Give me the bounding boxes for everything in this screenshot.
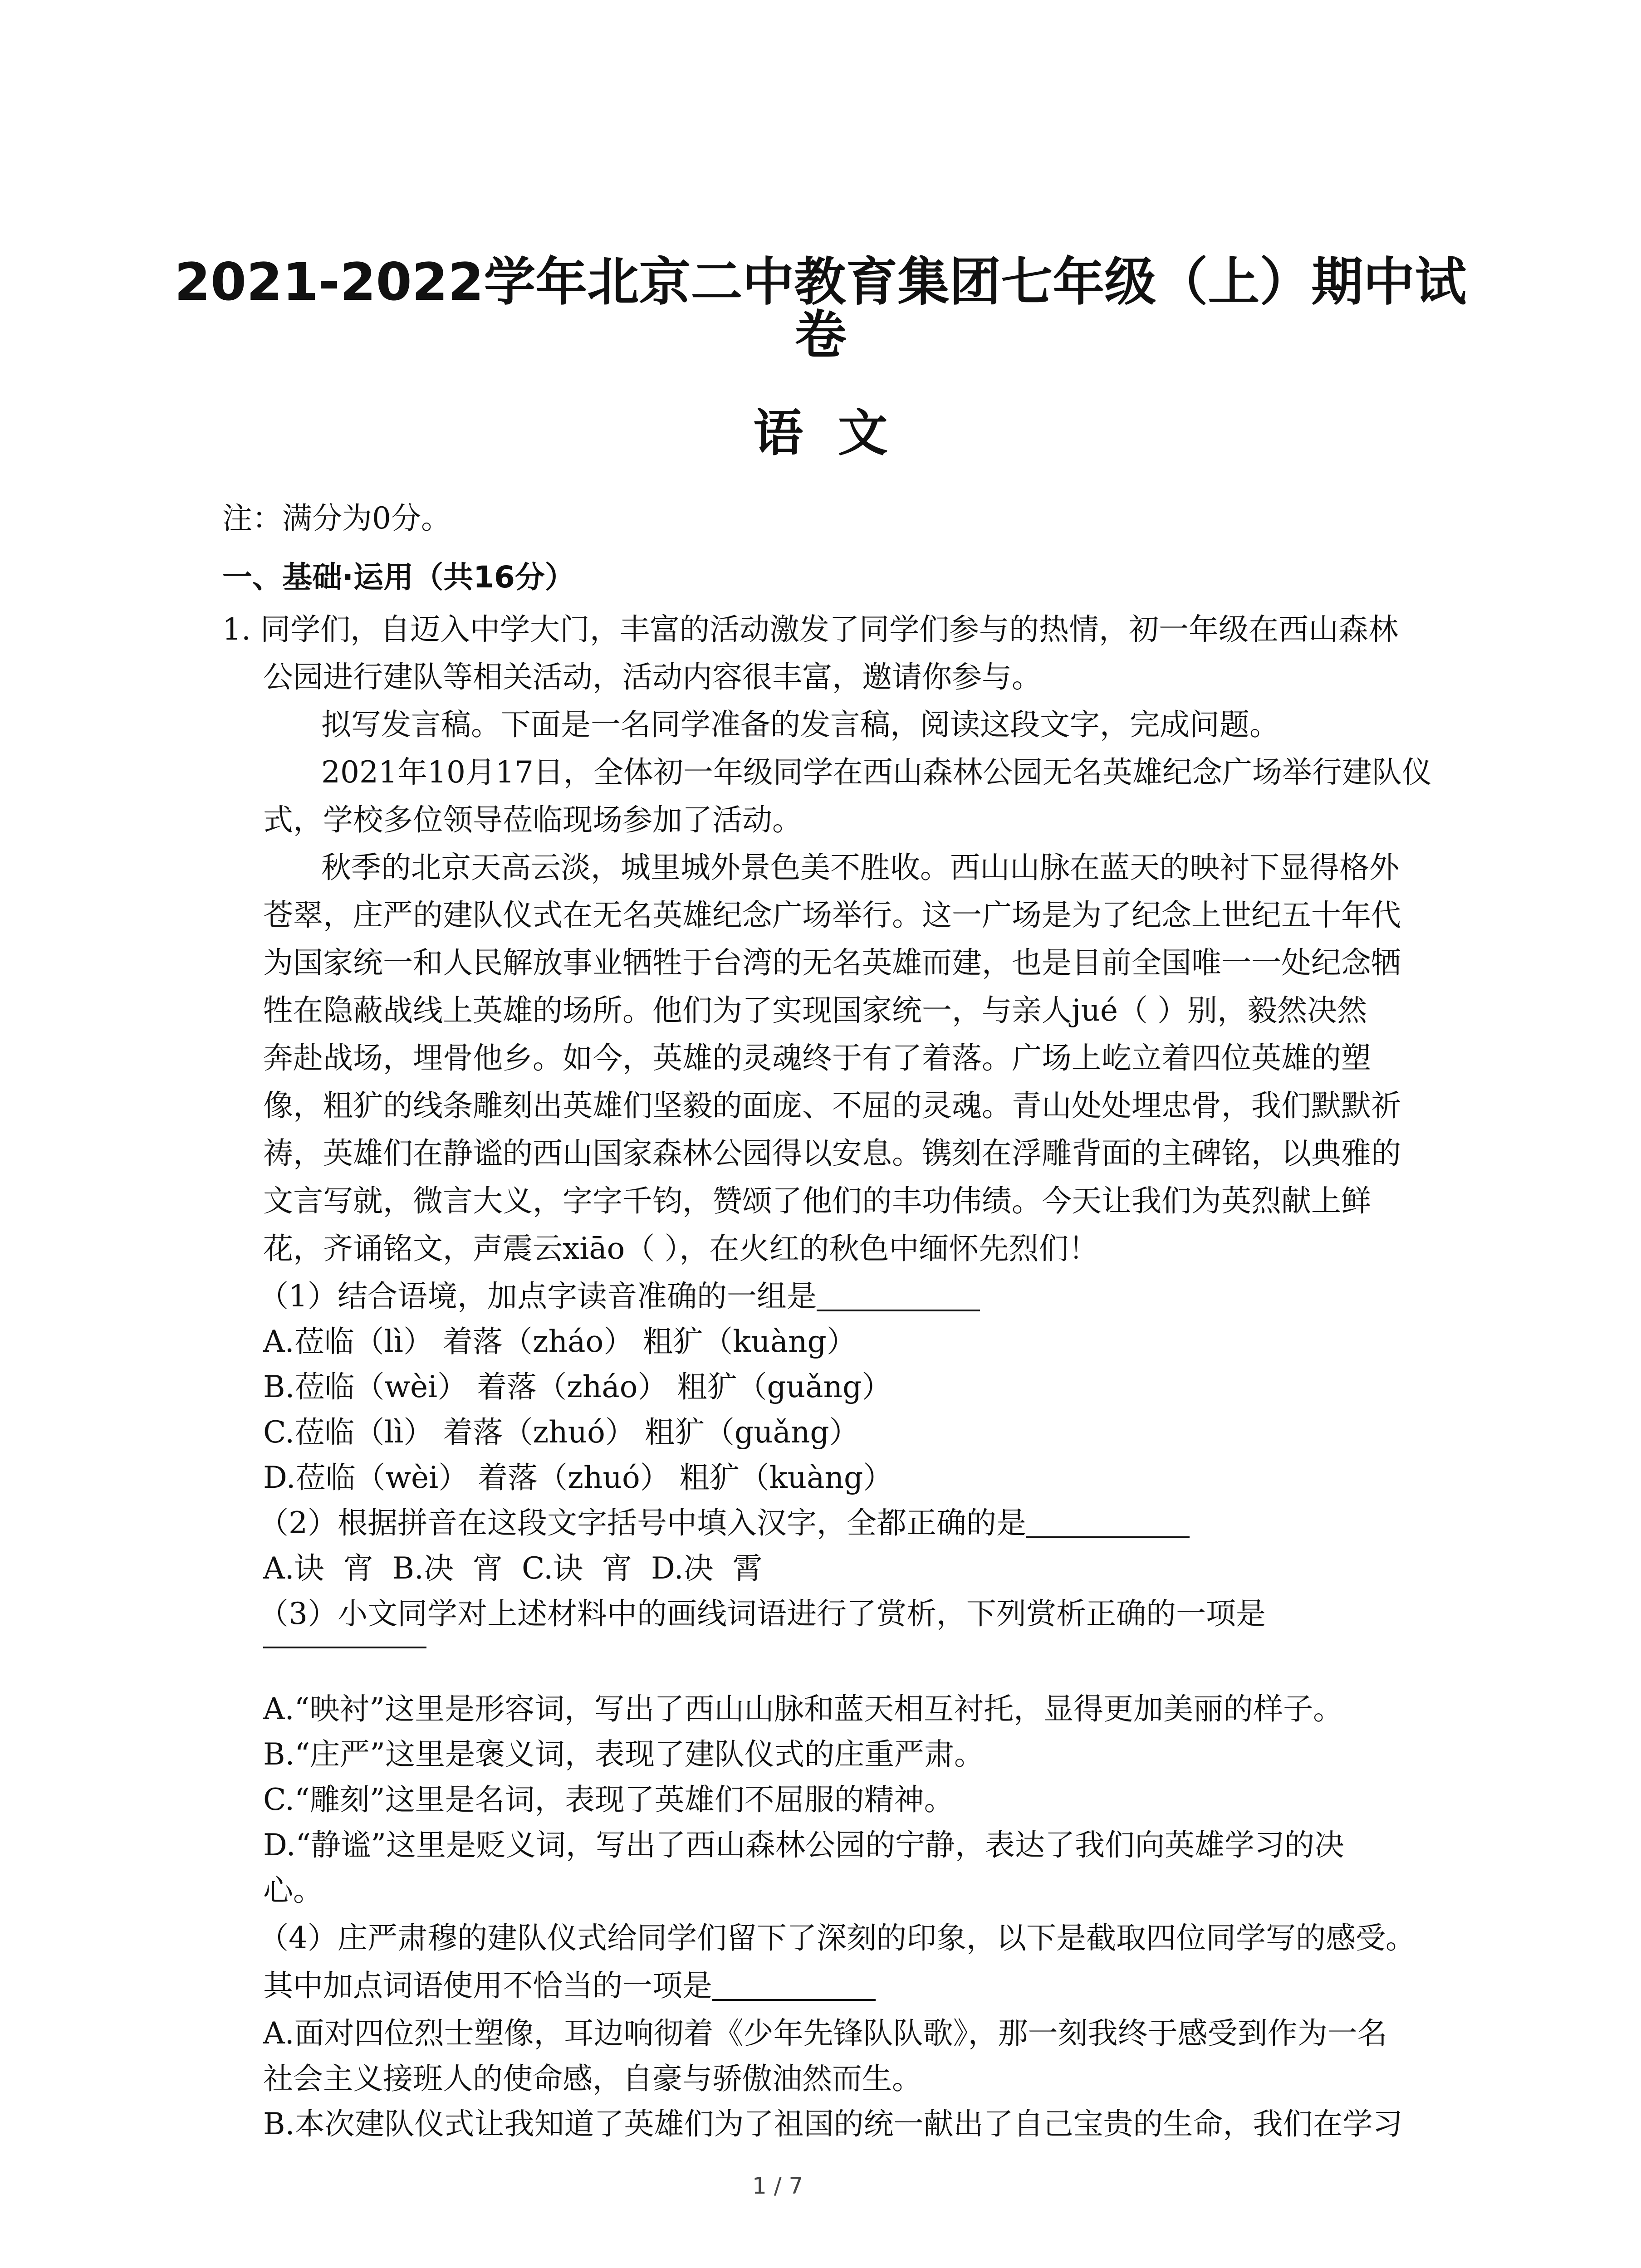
q1-sub1-option: A.莅临（lì） 着落（zháo） 粗犷（kuàng） [263,1324,857,1359]
q1-sub1-option: C.莅临（lì） 着落（zhuó） 粗犷（guǎng） [263,1415,859,1450]
q1-line: 祷，英雄们在静谧的西山国家森林公园得以安息。镌刻在浮雕背面的主碑铭，以典雅的 [263,1136,1401,1171]
q1-line: 文言写就，微言大义，字字千钧，赞颂了他们的丰功伟绩。今天让我们为英烈献上鲜 [263,1183,1371,1218]
q1-sub3-option: 心。 [263,1873,323,1908]
q1-sub3-option: D.“静谧”这里是贬义词，写出了西山森林公园的宁静，表达了我们向英雄学习的决 [263,1828,1345,1862]
q1-line: 奔赴战场，埋骨他乡。如今，英雄的灵魂终于有了着落。广场上屹立着四位英雄的塑 [263,1041,1371,1075]
q1-sub3-option: A.“映衬”这里是形容词，写出了西山山脉和蓝天相互衬托，显得更加美丽的样子。 [263,1691,1343,1726]
q1-sub2-stem-row [259,1505,1190,1540]
q1-sub4-stem-row [263,1968,876,2003]
q1-line: 公园进行建队等相关活动，活动内容很丰富，邀请你参与。 [263,660,1042,694]
q1-line: 秋季的北京天高云淡，城里城外景色美不胜收。西山山脉在蓝天的映衬下显得格外 [321,850,1399,885]
q1-sub4-stem: （4）庄严肃穆的建队仪式给同学们留下了深刻的印象，以下是截取四位同学写的感受。 [259,1921,1416,1955]
exam-title-line2: 卷 [794,305,847,365]
q1-line: 像，粗犷的线条雕刻出英雄们坚毅的面庞、不屈的灵魂。青山处处埋忠骨，我们默默祈 [263,1088,1401,1123]
q1-sub1-option: B.莅临（wèi） 着落（zháo） 粗犷（guǎng） [263,1369,892,1404]
q1-line: 2021年10月17日，全体初一年级同学在西山森林公园无名英雄纪念广场举行建队仪 [321,755,1432,790]
q1-sub2-options: A.诀 宵 B.决 宵 C.诀 宵 D.决 霄 [263,1551,763,1586]
q1-line: 苍翠，庄严的建队仪式在无名英雄纪念广场举行。这一广场是为了纪念上世纪五十年代 [263,898,1401,933]
q1-sub3-option: B.“庄严”这里是褒义词，表现了建队仪式的庄重严肃。 [263,1737,984,1772]
section-heading: 一、基础·运用（共16分） [222,560,575,595]
q1-line: 拟写发言稿。下面是一名同学准备的发言稿，阅读这段文字，完成问题。 [321,707,1279,742]
exam-title-line1: 2021-2022学年北京二中教育集团七年级（上）期中试 [174,252,1467,312]
answer-blank[interactable] [263,1647,426,1648]
subject-title: 语 文 [753,404,888,462]
q1-sub4-option: A.面对四位烈士塑像，耳边响彻着《少年先锋队队歌》，那一刻我终于感受到作为一名 [263,2016,1387,2051]
answer-blank[interactable] [712,1972,876,2001]
q1-line: 式，学校多位领导莅临现场参加了活动。 [263,802,802,837]
q1-line: 为国家统一和人民解放事业牺牲于台湾的无名英雄而建，也是目前全国唯一一处纪念牺 [263,945,1401,980]
q1-line: 花，齐诵铭文，声震云xiāo（ ），在火红的秋色中缅怀先烈们！ [263,1231,1099,1266]
q1-sub2-stem: （2）根据拼音在这段文字括号中填入汉字，全都正确的是 [259,1505,1026,1540]
q1-line: 牲在隐蔽战线上英雄的场所。他们为了实现国家统一，与亲人jué（ ）别，毅然决然 [263,993,1367,1028]
q1-sub4-option: B.本次建队仪式让我知道了英雄们为了祖国的统一献出了自己宝贵的生命，我们在学习 [263,2107,1403,2141]
score-note: 注：满分为0分。 [222,501,451,536]
answer-blank[interactable] [817,1282,980,1311]
q1-sub4-stem-line2: 其中加点词语使用不恰当的一项是 [263,1968,712,2003]
q1-sub1-stem: （1）结合语境，加点字读音准确的一组是 [259,1279,817,1314]
q1-sub3-option: C.“雕刻”这里是名词，表现了英雄们不屈服的精神。 [263,1782,954,1817]
q1-sub3-stem: （3）小文同学对上述材料中的画线词语进行了赏析，下列赏析正确的一项是 [259,1596,1266,1631]
q1-sub4-option: 社会主义接班人的使命感，自豪与骄傲油然而生。 [263,2061,922,2096]
q1-sub1-stem-row [259,1279,980,1314]
q1-sub1-option: D.莅临（wèi） 着落（zhuó） 粗犷（kuàng） [263,1460,893,1495]
q1-line: 1. 同学们，自迈入中学大门，丰富的活动激发了同学们参与的热情，初一年级在西山森林 [222,612,1398,647]
answer-blank[interactable] [1026,1509,1190,1538]
page-number: 1 / 7 [752,2173,803,2199]
